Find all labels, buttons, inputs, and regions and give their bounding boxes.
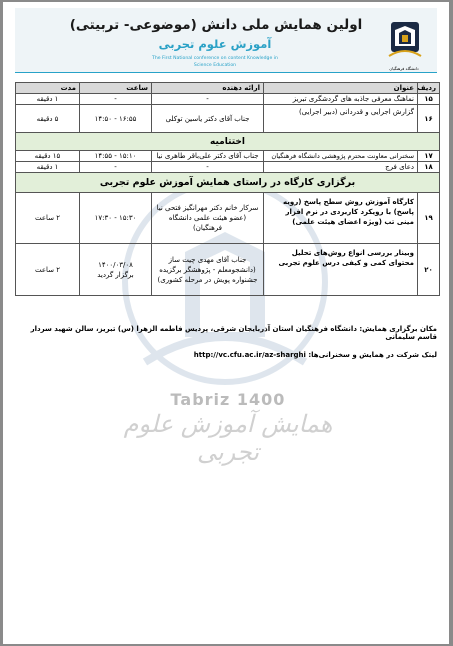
section-title: اختتامیه	[16, 133, 440, 151]
row-number: ۱۹	[418, 193, 440, 244]
row-date: ۱۴۰۰/۰۳/۰۸	[98, 260, 133, 269]
header-divider	[15, 72, 437, 73]
row-presenter: جناب آقای دکتر یاسین توکلی	[152, 105, 264, 133]
logo-caption: دانشگاه فرهنگیان	[389, 66, 419, 71]
event-info	[13, 325, 437, 359]
university-logo-icon	[385, 16, 425, 70]
table-row	[16, 105, 440, 133]
row-number: ۱۸	[418, 162, 440, 173]
row-time: -	[80, 94, 152, 105]
section-title: برگزاری کارگاه در راستای همایش آموزش علوم تجربی	[16, 173, 440, 193]
link-line	[13, 351, 437, 359]
english-title-line1: The First National conference on content Knowledge in	[152, 56, 278, 61]
row-number: ۱۶	[418, 105, 440, 133]
row-time: ۱۶:۵۵ - ۱۴:۵۰	[80, 105, 152, 133]
row-presenter: سرکار خانم دکتر مهرانگیز فتحی نیا (عضو هیئت علمی دانشگاه فرهنگیان)	[152, 193, 264, 244]
section-row-workshop	[16, 173, 440, 193]
row-time: -	[80, 162, 152, 173]
col-title: عنوان	[264, 83, 418, 94]
row-title: دعای فرج	[264, 162, 418, 173]
table-row	[16, 151, 440, 162]
row-presenter: -	[152, 162, 264, 173]
table-row	[16, 193, 440, 244]
row-duration: ۱ دقیقه	[16, 162, 80, 173]
row-number: ۱۷	[418, 151, 440, 162]
row-presenter: جناب آقای دکتر علی‌باقر طاهری نیا	[152, 151, 264, 162]
program-page	[3, 2, 449, 644]
conference-title: اولین همایش ملی دانش (موضوعی- تربیتی)	[69, 17, 363, 33]
table-row	[16, 244, 440, 296]
header-banner	[15, 8, 437, 72]
english-title	[75, 55, 355, 69]
watermark-text: همایش آموزش علوم تجربی	[123, 410, 333, 466]
row-time: ۱۵:۳۰ - ۱۷:۳۰	[80, 193, 152, 244]
row-duration: ۲ ساعت	[16, 193, 80, 244]
col-time: ساعت	[80, 83, 152, 94]
row-time	[80, 244, 152, 296]
row-title: وبینار بررسی انواع روش‌های تحلیل محتوای کمی و کیفی درس علوم تجربی	[264, 244, 418, 296]
row-title: نماهنگ معرفی جاذبه های گردشگری تبریز	[264, 94, 418, 105]
english-title-line2: Science Education	[193, 63, 237, 68]
row-duration: ۱ دقیقه	[16, 94, 80, 105]
row-duration: ۵ دقیقه	[16, 105, 80, 133]
row-duration: ۱۵ دقیقه	[16, 151, 80, 162]
row-status-note: برگزار گردید	[97, 270, 134, 279]
row-time: ۱۵:۱۰ - ۱۴:۵۵	[80, 151, 152, 162]
row-duration: ۲ ساعت	[16, 244, 80, 296]
venue-text: مکان برگزاری همایش: دانشگاه فرهنگیان استان آذربایجان شرقی، پردیس فاطمه الزهرا (س) تبریز، سالن شهید سردار قاسم سلیمانی	[30, 325, 437, 341]
col-duration: مدت	[16, 83, 80, 94]
row-title: سخنرانی معاونت محترم پژوهشی دانشگاه فرهنگیان	[264, 151, 418, 162]
row-number: ۱۵	[418, 94, 440, 105]
row-title: گزارش اجرایی و قدردانی (دبیر اجرایی)	[264, 105, 418, 133]
row-number: ۲۰	[418, 244, 440, 296]
table-row	[16, 162, 440, 173]
row-title: کارگاه آموزش روش سطح پاسخ (رویه پاسخ) با رویکرد کاربردی در نرم افزار مینی تب (ویژه اعضای هیئت علمی)	[264, 193, 418, 244]
col-presenter: ارائه دهنده	[152, 83, 264, 94]
table-header-row	[16, 83, 440, 94]
table-row	[16, 94, 440, 105]
col-radif: ردیف	[418, 83, 440, 94]
conference-link[interactable]: http://vc.cfu.ac.ir/az-sharghi	[193, 351, 306, 359]
watermark-city: Tabriz 1400	[170, 390, 286, 409]
conference-subtitle: آموزش علوم تجربی	[158, 37, 272, 51]
row-presenter: -	[152, 94, 264, 105]
link-label: لینک شرکت در همایش و سخنرانی‌ها:	[308, 351, 437, 359]
section-row-closing	[16, 133, 440, 151]
program-table	[15, 82, 440, 296]
row-presenter: جناب آقای مهدی چیت ساز (دانشجومعلم - پژوهشگر برگزیده جشنواره پویش در مرحله کشوری)	[152, 244, 264, 296]
